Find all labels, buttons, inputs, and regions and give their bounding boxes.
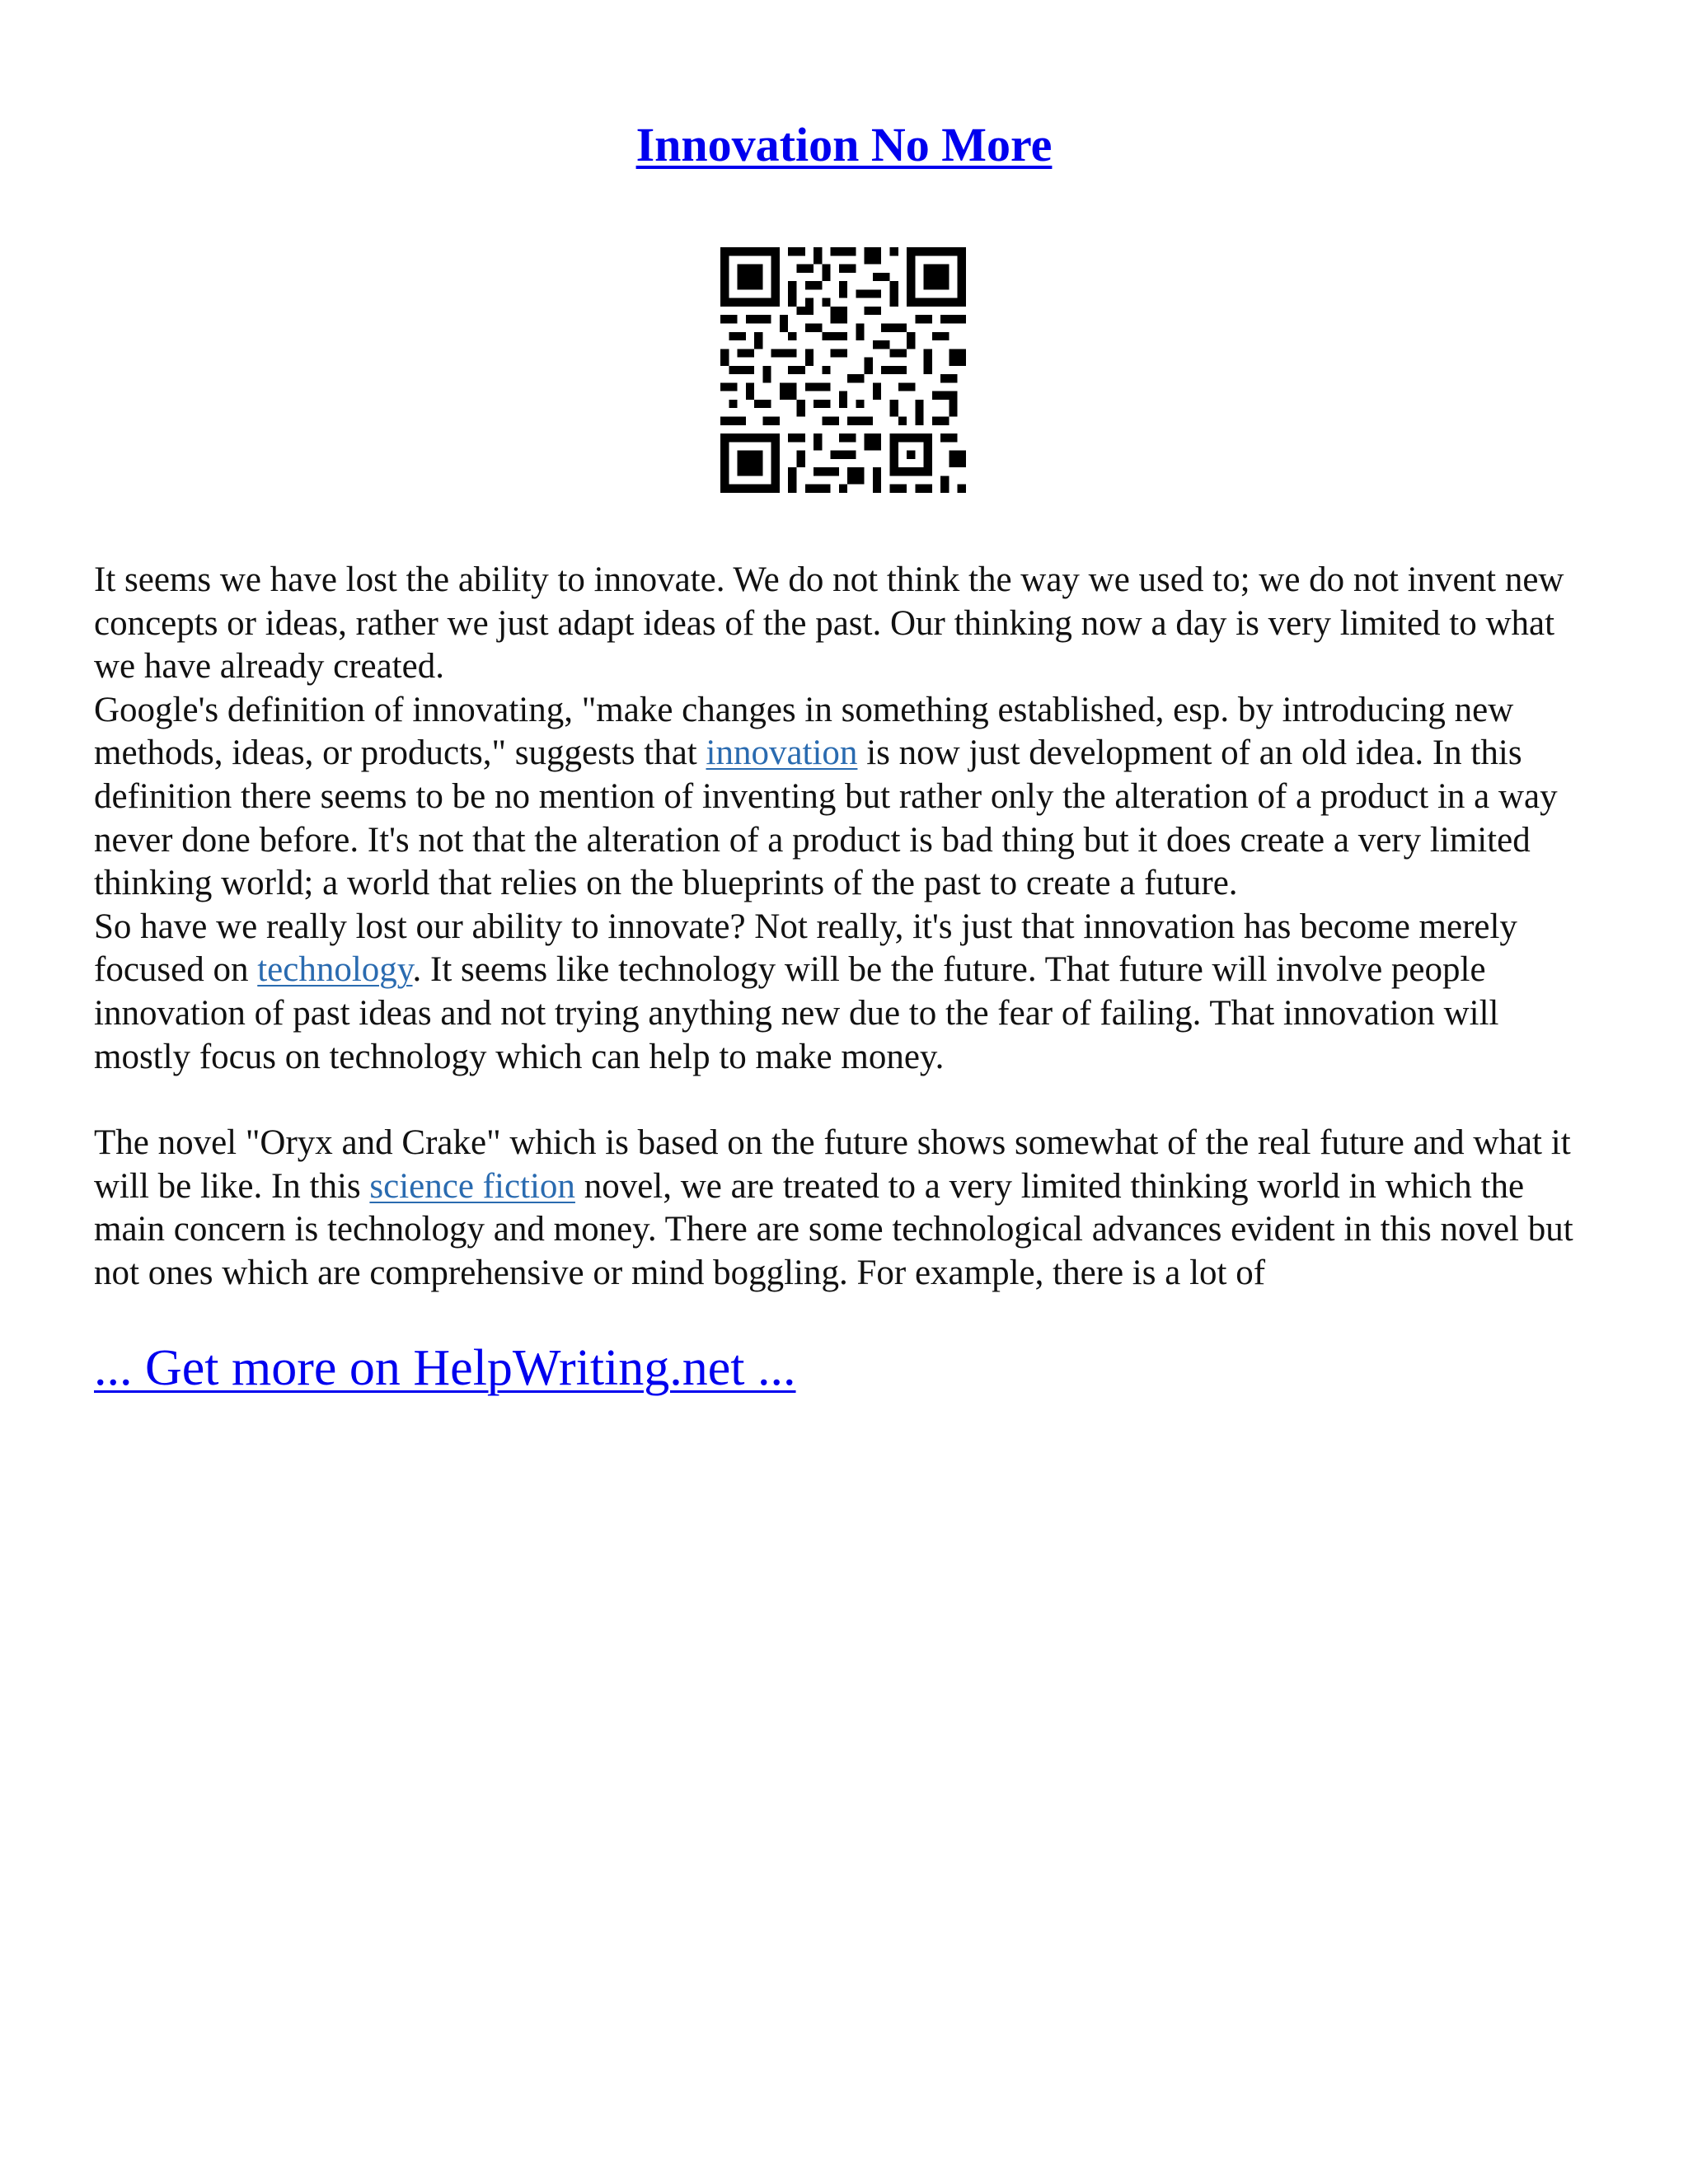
- paragraph-text: The novel "Oryx and Crake" which is based on the future shows somewhat of the real future and what it will be like. In this: [94, 1123, 1571, 1206]
- innovation-link[interactable]: innovation: [706, 733, 858, 773]
- title-link[interactable]: Innovation No More: [635, 118, 1053, 171]
- paragraph-text: . It seems like technology will be the future. That future will involve people innovation of past ideas and not trying anything new due to the fear of failing. That innovation will mostly focus on technology which can help to make money.: [94, 950, 1499, 1076]
- technology-link[interactable]: technology: [257, 950, 413, 990]
- paragraph: [94, 689, 1602, 906]
- paragraph-text: So have we really lost our ability to innovate? Not really, it's just that innovation has become merely focused on: [94, 907, 1517, 990]
- paragraph-spacer: [94, 1079, 1602, 1122]
- paragraph: [94, 1122, 1602, 1295]
- paragraph: [94, 906, 1602, 1079]
- page-title: [0, 112, 1688, 178]
- paragraph-text: It seems we have lost the ability to innovate. We do not think the way we used to; we do not invent new concepts or ideas, rather we just adapt ideas of the past. Our thinking now a day is very limited to what we have already created.: [94, 560, 1564, 687]
- qr-code-icon: [720, 247, 966, 493]
- get-more-link[interactable]: ... Get more on HelpWriting.net ...: [94, 1340, 796, 1396]
- get-more-section: [94, 1335, 796, 1401]
- science-fiction-link[interactable]: science fiction: [369, 1166, 575, 1206]
- paragraph-text: is now just development of an old idea. In this definition there seems to be no mention of inventing but rather only the alteration of a product in a way never done before. It's not that the alteration of a product is bad thing but it does create a very limited thinking world; a world that relies on the blueprints of the past to create a future.: [94, 733, 1558, 903]
- article-body: [94, 559, 1602, 1296]
- paragraph-text: Google's definition of innovating, "make changes in something established, esp. by introducing new methods, ideas, or products," suggests that: [94, 690, 1514, 773]
- paragraph: [94, 559, 1602, 689]
- paragraph-text: novel, we are treated to a very limited thinking world in which the main concern is technology and money. There are some technological advances evident in this novel but not ones which are comprehensive or mind boggling. For example, there is a lot of: [94, 1166, 1573, 1292]
